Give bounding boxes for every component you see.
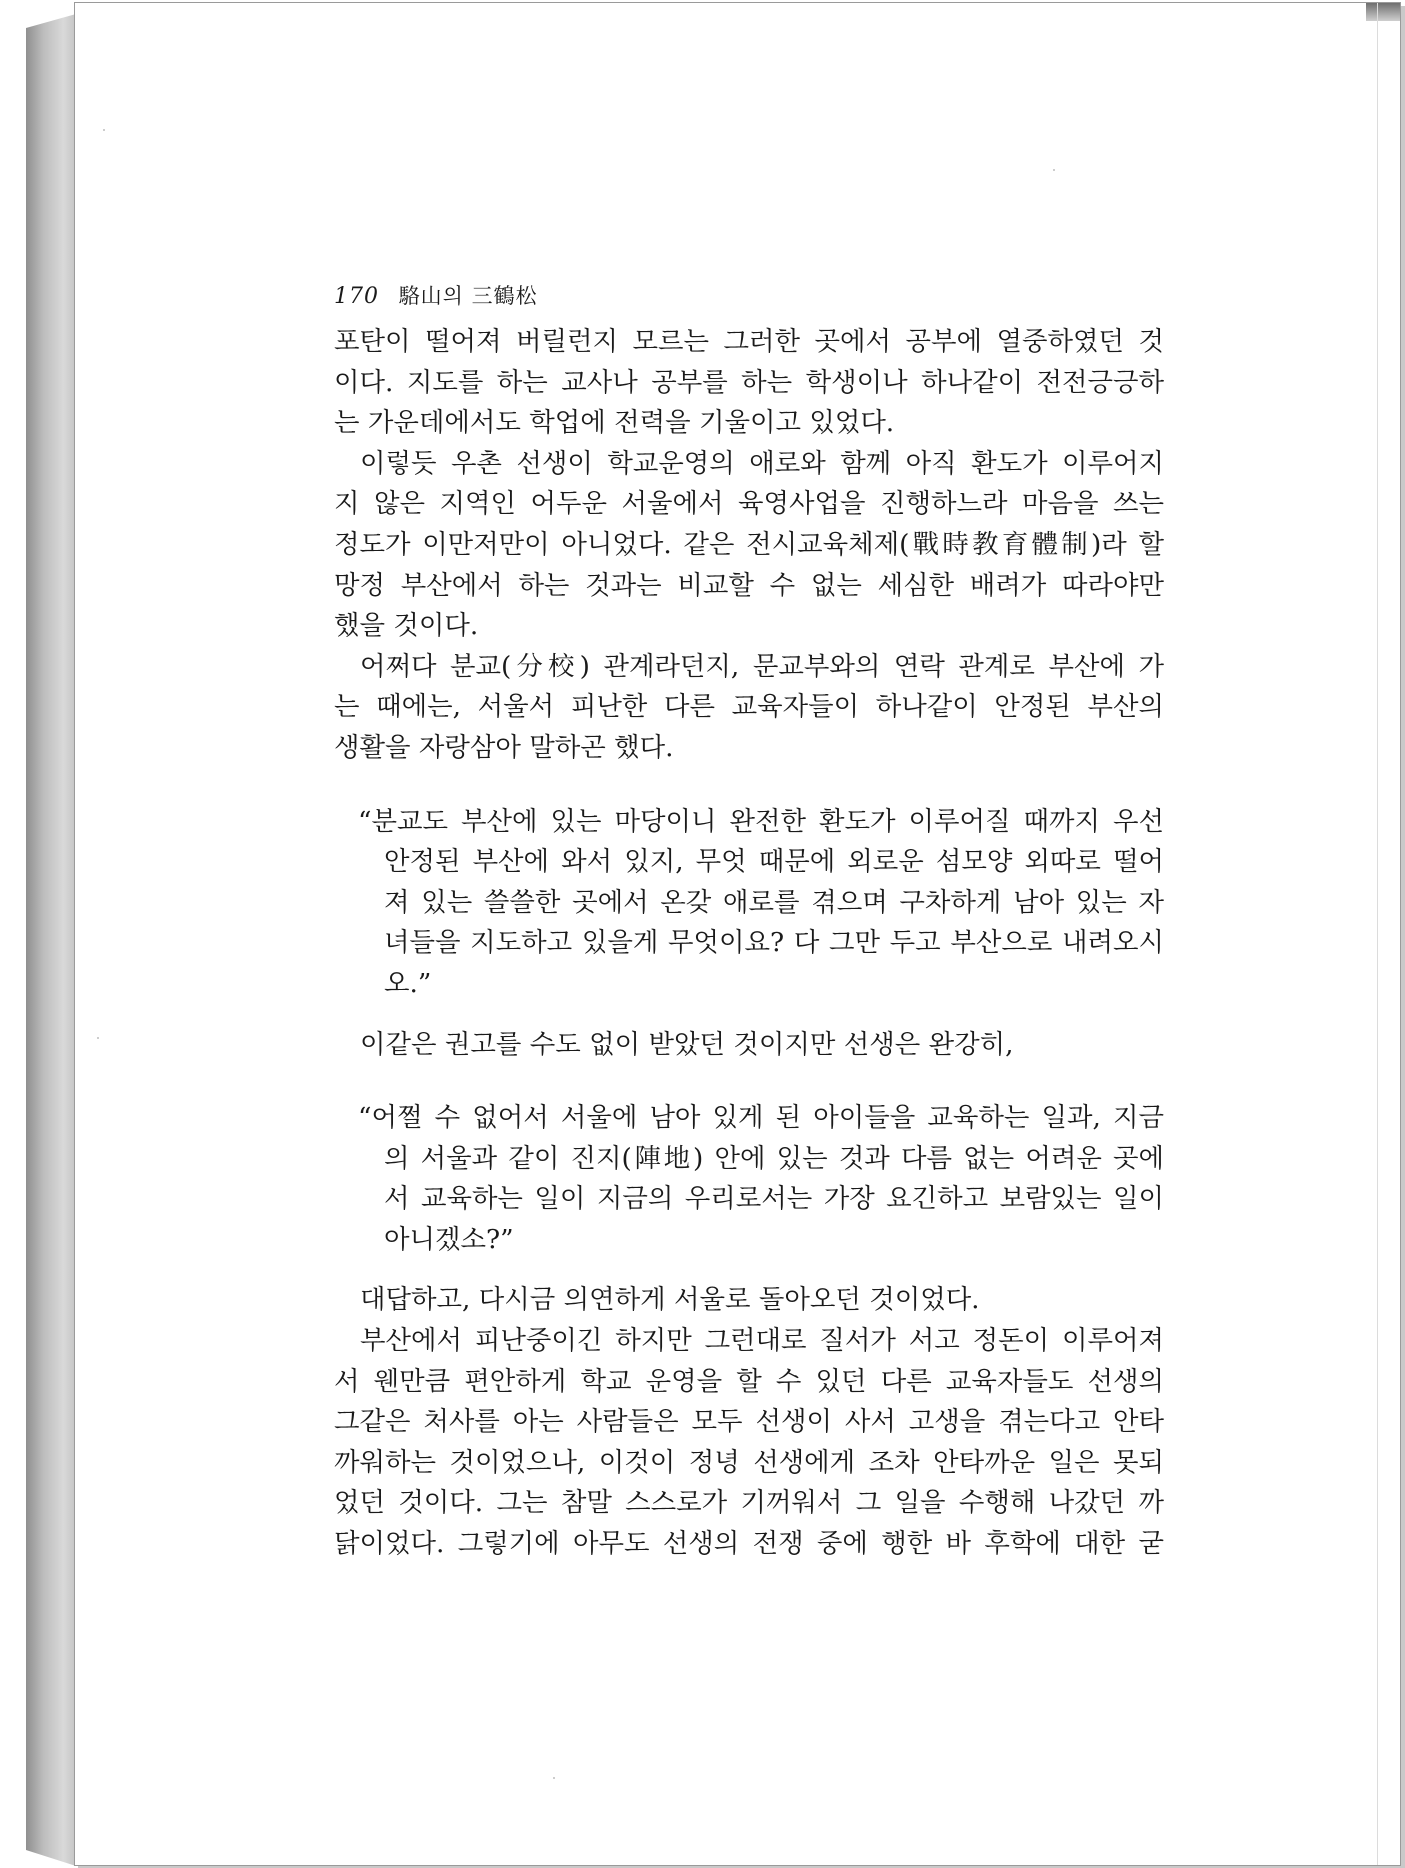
paragraph: [334, 1280, 1164, 1321]
text-line: 그같은 처사를 아는 사람들은 모두 선생이 사서 고생을 겪는다고 안타: [334, 1406, 1164, 1438]
paragraph: [334, 322, 1164, 444]
paragraph: [334, 1025, 1164, 1066]
quote-line: 녀들을 지도하고 있을게 무엇이요? 다 그만 두고 부산으로 내려오시: [384, 927, 1164, 959]
text-line: 이같은 권고를 수도 없이 받았던 것이지만 선생은 완강히,: [360, 1028, 1014, 1060]
text-line: 정도가 이만저만이 아니었다. 같은 전시교육체제(戰時教育體制)라 할: [334, 528, 1164, 560]
text-line: 했을 것이다.: [334, 610, 479, 642]
spacer: [334, 1065, 1164, 1098]
book-spine-edge: [26, 14, 76, 1866]
page-number: 170: [334, 284, 379, 309]
block-quote: [358, 802, 1164, 1005]
text-line: 이렇듯 우촌 선생이 학교운영의 애로와 함께 아직 환도가 이루어지: [360, 447, 1164, 479]
quote-line: “분교도 부산에 있는 마당이니 완전한 환도가 이루어질 때까지 우선: [358, 805, 1164, 837]
scan-speck: [103, 129, 105, 131]
quote-line: 안정된 부산에 와서 있지, 무엇 때문에 외로운 섬모양 외따로 떨어: [384, 846, 1164, 878]
paragraph: [334, 444, 1164, 647]
text-line: 부산에서 피난중이긴 하지만 그런대로 질서가 서고 정돈이 이루어져: [360, 1325, 1164, 1357]
text-line: 까워하는 것이었으나, 이것이 정녕 선생에게 조차 안타까운 일은 못되: [334, 1446, 1164, 1478]
quote-line: 져 있는 쓸쓸한 곳에서 온갖 애로를 겪으며 구차하게 남아 있는 자: [384, 886, 1164, 918]
text-line: 닭이었다. 그렇기에 아무도 선생의 전쟁 중에 행한 바 후학에 대한 굳: [334, 1528, 1164, 1560]
paragraph: [334, 647, 1164, 769]
quote-line: “어쩔 수 없어서 서울에 남아 있게 된 아이들을 교육하는 일과, 지금: [358, 1102, 1164, 1134]
text-line: 대답하고, 다시금 의연하게 서울로 돌아오던 것이었다.: [360, 1284, 980, 1316]
running-header: [334, 280, 538, 310]
scan-speck: [1053, 169, 1055, 171]
quote-line: 서 교육하는 일이 지금의 우리로서는 가장 요긴하고 보람있는 일이: [384, 1183, 1164, 1215]
text-line: 서 웬만큼 편안하게 학교 운영을 할 수 있던 다른 교육자들도 선생의: [334, 1365, 1164, 1397]
spacer: [334, 1005, 1164, 1025]
quote-line: 의 서울과 같이 진지(陣地) 안에 있는 것과 다름 없는 어려운 곳에: [384, 1142, 1164, 1174]
text-line: 어쩌다 분교(分校) 관계라던지, 문교부와의 연락 관계로 부산에 가: [360, 650, 1164, 682]
page-edge-line: [1377, 3, 1378, 1865]
spacer: [334, 1260, 1164, 1280]
scan-speck: [97, 1037, 99, 1039]
text-line: 생활을 자랑삼아 말하곤 했다.: [334, 731, 674, 763]
text-line: 는 때에는, 서울서 피난한 다른 교육자들이 하나같이 안정된 부산의: [334, 691, 1164, 723]
quote-line: 아니겠소?”: [384, 1223, 514, 1255]
text-line: 이다. 지도를 하는 교사나 공부를 하는 학생이나 하나같이 전전긍긍하: [334, 366, 1164, 398]
text-line: 는 가운데에서도 학업에 전력을 기울이고 있었다.: [334, 407, 895, 439]
text-line: 망정 부산에서 하는 것과는 비교할 수 없는 세심한 배려가 따라야만: [334, 569, 1164, 601]
text-line: 었던 것이다. 그는 참말 스스로가 기꺼워서 그 일을 수행해 나갔던 까: [334, 1487, 1164, 1519]
spacer: [334, 769, 1164, 802]
page-body: [334, 322, 1164, 1565]
page-corner-shadow: [1366, 3, 1400, 21]
quote-line: 오.”: [384, 967, 432, 999]
text-line: 지 않은 지역인 어두운 서울에서 육영사업을 진행하느라 마음을 쓰는: [334, 488, 1164, 520]
scan-speck: [553, 1777, 555, 1779]
book-title: 駱山의 三鶴松: [398, 284, 538, 308]
text-line: 포탄이 떨어져 버릴런지 모르는 그러한 곳에서 공부에 열중하였던 것: [334, 326, 1164, 357]
paragraph: [334, 1321, 1164, 1565]
block-quote: [358, 1098, 1164, 1260]
